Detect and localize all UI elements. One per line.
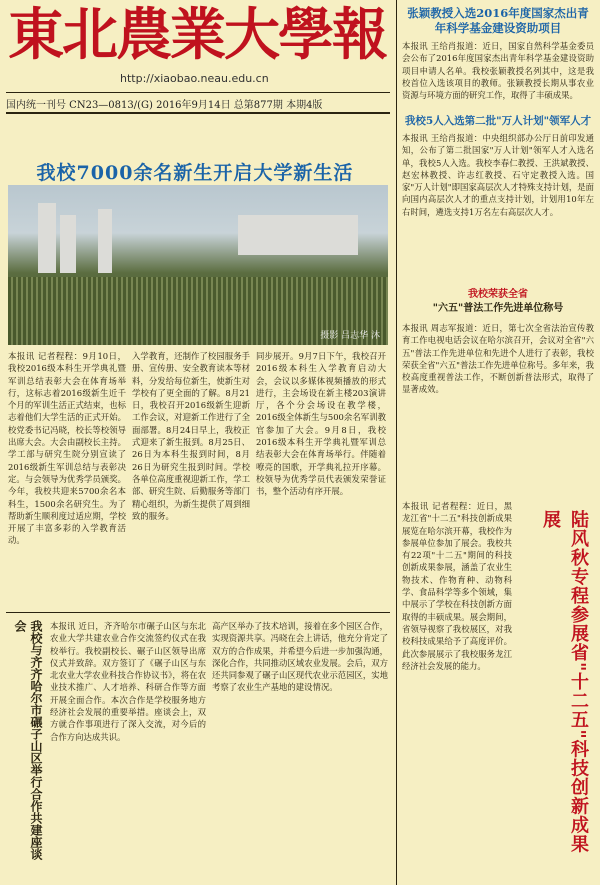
main-headline: 我校7000余名新生开启大学新生活	[36, 162, 354, 184]
law-award-headline-1: 我校荣获全省	[468, 289, 528, 300]
award-article-2: 本报讯 王给肖报道：中央组织部办公厅日前印发通知，公布了第二批国家"万人计划"领军人才入选名单，我校5人入选。我校李春仁教授、王洪斌教授、赵宏林教授、许志红教授、石守定教授入选。国家"万人计划"即国家高层次人才特殊支持计划，是面向国内高层次人才的重点支持计划，计划用10年左右时间，遴选支持1万名左右高层次人才。	[402, 133, 594, 217]
publication-info: 国内统一刊号 CN23—0813/(G) 2016年9月14日 总第877期 本期4版	[6, 100, 323, 111]
award-headline-1: 张颖教授入选2016年度国家杰出青年科学基金建设资助项目	[407, 6, 589, 35]
masthead-url[interactable]: http://xiaobao.neau.edu.cn	[120, 72, 269, 85]
military-training-photo	[8, 185, 388, 345]
tech-expo-article: 本报讯 记者程程：近日，黑龙江省"十二五"科技创新成果展览在哈尔滨开幕，我校作为参展单位参加了展会。我校共有22项"十二五"期间的科技创新成果参展，涵盖了农业生物技术、作物育种、动物科学、食品科学等多个领域，集中展示了学校在科技创新方面取得的丰硕成果。展会期间，省领导视察了我校展区，对我校科技成果给予了高度评价。此次参展展示了我校服务龙江经济社会发展的能力。	[402, 501, 512, 671]
divider	[6, 612, 390, 613]
column-separator	[396, 0, 397, 885]
article-column-1: 本报讯 记者程程：9月10日，我校2016级本科生开学典礼暨军训总结表彰大会在体育场举行，这标志着2016级新生近千个月的军训生活正式结束，也标志着他们大学生活的正式开始。校党委书记冯晓，校长等校领导出席大会。大会由副校长主持。学工部与研究生院分别宣读了2016级新生军训总结与表彰决定。与会领导为优秀学员颁奖。今年，我校共迎来5700余名本科生，1500余名研究生。为了帮助新生顺利度过适应期，学校开展了丰富多彩的入学教育活动。	[8, 351, 126, 546]
article-column-2: 入学教育，还制作了校园服务手册、宣传册、安全教育读本等材料，分发给每位新生，使新生对学校有了更全面的了解。8月21日，我校召开2016级新生迎新工作会议，对迎新工作进行了全面部署。8月24日早上，我校正式迎来了新生报到。8月25日、26日为本科生报到时间，8月26日为研究生报到时间。学校各单位高度重视迎新工作，学工部、研究生院、后勤服务等部门精心组织，为新生提供了周到细致的服务。	[132, 351, 250, 521]
cooperation-article: 本报讯 近日，齐齐哈尔市碾子山区与东北农业大学共建农业合作交流签约仪式在我校举行。我校副校长、碾子山区领导出席仪式并致辞。双方签订了《碾子山区与东北农业大学农业科技合作协议书》，将在农业技术推广、人才培养、科研合作等方面开展全面合作。本次合作是学校服务地方经济社会发展的重要举措。座谈会上，双方就合作事项进行了深入交流，对今后的合作方向达成共识。	[50, 621, 206, 742]
law-award-article: 本报讯 周志军报道：近日，第七次全省法治宣传教育工作电视电话会议在哈尔滨召开，会议对全省"六五"普法工作先进单位和先进个人进行了表彰，我校荣获全省"六五"普法工作先进单位称号。多年来，我校高度重视普法工作，不断创新普法形式，取得了显著成效。	[402, 323, 594, 395]
law-award-headline-2: "六五"普法工作先进单位称号	[432, 303, 564, 314]
article-column-3: 同步展开。9月7日下午，我校召开2016级本科生入学教育启动大会，会议以多媒体视频播放的形式进行，主会场设在新主楼203演讲厅，各个分会场设在教学楼，2016级全体新生与500余名军训教官参加了大会。9月8日，我校2016级本科生开学典礼暨军训总结表彰大会在体育场举行。伴随着嘹亮的国歌，开学典礼拉开序幕。校领导为优秀学员代表颁发荣誉证书，整个活动有序开展。	[256, 351, 386, 497]
photo-caption: 摄影 吕志华 沐	[320, 331, 380, 341]
tech-expo-vertical-headline: 陆风秋专程参展省"十二五"科技创新成果展	[540, 510, 589, 854]
award-headline-2: 我校5人入选第二批"万人计划"领军人才	[404, 115, 592, 127]
cooperation-vertical-headline: 我校与齐齐哈尔市碾子山区举行合作共建座谈会	[13, 620, 43, 860]
divider	[6, 92, 390, 93]
masthead-title: 東北農業大學報	[8, 2, 386, 68]
cooperation-article-cont: 高产区举办了技术培训，接着在多个园区合作，实现资源共享。冯晓在会上讲话，他充分肯定了双方的合作成果，并希望今后进一步加强沟通，深化合作，共同推动区域农业发展。会后，双方还共同参观了碾子山区现代农业示范园区，实地考察了农业生产基地的建设情况。	[212, 621, 388, 693]
award-article-1: 本报讯 王给肖报道：近日，国家自然科学基金委员会公布了2016年度国家杰出青年科学基金建设资助项目申请人名单。我校张颖教授名列其中，这是我校首位入选该项目的教师。张颖教授长期从事农业资源与环境方面的研究工作，取得了丰硕成果。	[402, 41, 594, 101]
divider	[6, 112, 390, 114]
